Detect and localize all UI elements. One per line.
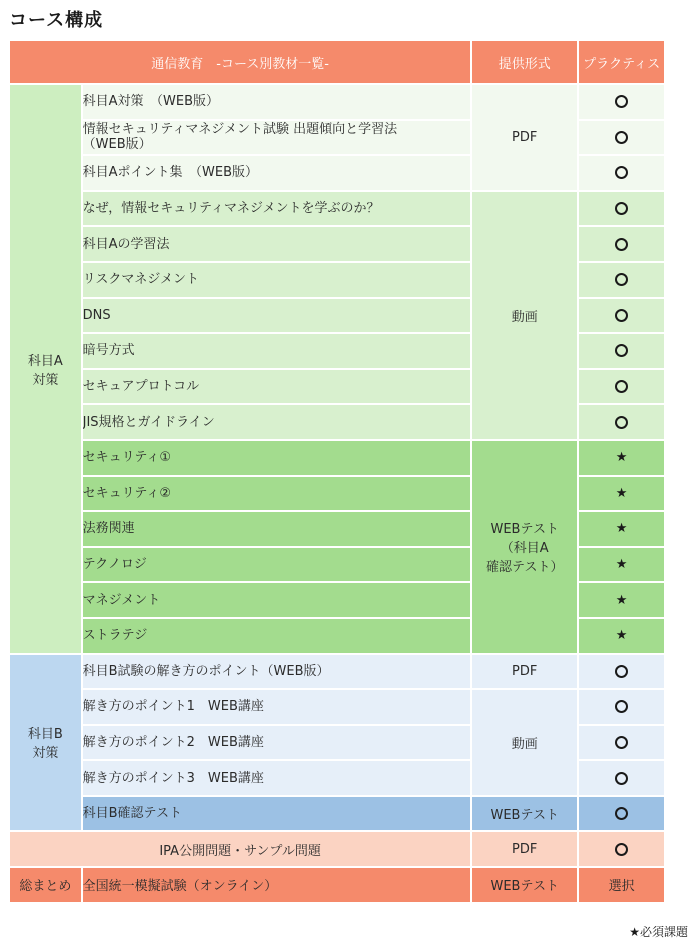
material-title-text: DNS: [82, 307, 111, 323]
practice-cell: [579, 832, 664, 866]
footnote-required: ★必須課題: [629, 925, 688, 939]
circle-icon: [615, 843, 628, 856]
material-title: [83, 192, 471, 226]
summary-practice: 選択: [579, 868, 664, 902]
practice-cell: [579, 85, 664, 119]
practice-cell: [579, 761, 664, 795]
circle-icon: [615, 166, 628, 179]
star-icon: ★: [615, 521, 628, 537]
material-title-text: 科目B確認テスト: [82, 806, 183, 822]
practice-cell: [579, 477, 664, 511]
ipa-title: IPA公開問題・サンプル問題: [10, 832, 470, 866]
circle-icon: [615, 807, 628, 820]
material-title: [83, 441, 471, 475]
practice-cell: [579, 655, 664, 689]
material-title: [83, 299, 471, 333]
material-title-text: 解き方のポイント2 WEB講座: [82, 734, 264, 750]
material-title-text: ストラテジ: [82, 628, 148, 644]
table-row-summary: [10, 868, 664, 902]
table-row: [10, 85, 664, 119]
material-title: [83, 548, 471, 582]
material-title: [83, 583, 471, 617]
material-title-text: 解き方のポイント3 WEB講座: [82, 770, 264, 786]
practice-cell: [579, 192, 664, 226]
material-title-text: 暗号方式: [82, 343, 135, 359]
format-video: 動画: [472, 690, 577, 795]
material-title-text: 科目B試験の解き方のポイント（WEB版）: [82, 663, 330, 679]
circle-icon: [615, 380, 628, 393]
material-title-text: 科目A対策 （WEB版）: [82, 94, 220, 110]
star-icon: ★: [615, 450, 628, 466]
table-row: [10, 192, 664, 226]
table-header-row: [10, 41, 664, 83]
summary-label: 総まとめ: [10, 868, 81, 902]
material-title-text: 科目Aポイント集 （WEB版）: [82, 165, 259, 181]
material-title: [83, 156, 471, 190]
circle-icon: [615, 772, 628, 785]
summary-format: WEBテスト: [472, 868, 577, 902]
material-title: [83, 85, 471, 119]
practice-cell: [579, 512, 664, 546]
material-title: [83, 797, 471, 831]
material-title-text: 情報セキュリティマネジメント試験 出題傾向と学習法 （WEB版）: [82, 122, 398, 153]
practice-cell: [579, 441, 664, 475]
material-title: [83, 761, 471, 795]
material-title-text: JIS規格とガイドライン: [82, 414, 215, 430]
circle-icon: [615, 665, 628, 678]
star-icon: ★: [615, 557, 628, 573]
page-title: コース構成: [9, 10, 104, 31]
header-practice: プラクティス: [579, 41, 664, 83]
practice-cell: [579, 797, 664, 831]
material-title: [83, 619, 471, 653]
practice-cell: [579, 370, 664, 404]
practice-cell: [579, 227, 664, 261]
star-icon: ★: [615, 628, 628, 644]
table-row: [10, 690, 664, 724]
practice-cell: [579, 299, 664, 333]
material-title: [83, 405, 471, 439]
table-row: [10, 655, 664, 689]
format-webtest: WEBテスト （科目A 確認テスト）: [472, 441, 577, 653]
circle-icon: [615, 309, 628, 322]
header-format: 提供形式: [472, 41, 577, 83]
circle-icon: [615, 131, 628, 144]
practice-cell: [579, 619, 664, 653]
circle-icon: [615, 238, 628, 251]
summary-title: 全国統一模擬試験（オンライン）: [83, 868, 471, 902]
material-title: [83, 121, 471, 155]
star-icon: ★: [615, 485, 628, 501]
practice-cell: [579, 548, 664, 582]
material-title-text: セキュアプロトコル: [82, 379, 200, 395]
circle-icon: [615, 273, 628, 286]
format-pdf: PDF: [472, 85, 577, 190]
material-title: [83, 655, 471, 689]
header-materials: 通信教育 -コース別教材一覧-: [10, 41, 470, 83]
table-row: [10, 797, 664, 831]
material-title: [83, 690, 471, 724]
material-title-text: 科目Aの学習法: [82, 236, 170, 252]
material-title-text: セキュリティ①: [82, 450, 171, 466]
circle-icon: [615, 736, 628, 749]
practice-cell: [579, 726, 664, 760]
practice-cell: [579, 405, 664, 439]
material-title: [83, 263, 471, 297]
material-title-text: 解き方のポイント1 WEB講座: [82, 699, 264, 715]
material-title: [83, 477, 471, 511]
table-row: [10, 441, 664, 475]
star-icon: ★: [615, 592, 628, 608]
material-title-text: なぜ，情報セキュリティマネジメントを学ぶのか？: [82, 201, 380, 217]
material-title-text: 法務関連: [82, 521, 135, 537]
format-webtest: WEBテスト: [472, 797, 577, 831]
circle-icon: [615, 416, 628, 429]
material-title: [83, 370, 471, 404]
practice-cell: [579, 690, 664, 724]
section-a-label: 科目A 対策: [10, 85, 81, 653]
practice-cell: [579, 263, 664, 297]
format-pdf: PDF: [472, 655, 577, 689]
practice-cell: [579, 583, 664, 617]
section-b-label: 科目B 対策: [10, 655, 81, 831]
circle-icon: [615, 700, 628, 713]
practice-cell: [579, 156, 664, 190]
table-row-ipa: [10, 832, 664, 866]
material-title: [83, 726, 471, 760]
course-structure-table: [8, 39, 666, 904]
format-video: 動画: [472, 192, 577, 439]
material-title-text: リスクマネジメント: [82, 272, 199, 288]
circle-icon: [615, 344, 628, 357]
material-title-text: セキュリティ②: [82, 485, 171, 501]
practice-cell: [579, 334, 664, 368]
practice-cell: [579, 121, 664, 155]
material-title-text: テクノロジ: [82, 557, 147, 573]
material-title: [83, 227, 471, 261]
material-title-text: マネジメント: [82, 592, 161, 608]
circle-icon: [615, 202, 628, 215]
ipa-format: PDF: [472, 832, 577, 866]
material-title: [83, 334, 471, 368]
material-title: [83, 512, 471, 546]
circle-icon: [615, 95, 628, 108]
